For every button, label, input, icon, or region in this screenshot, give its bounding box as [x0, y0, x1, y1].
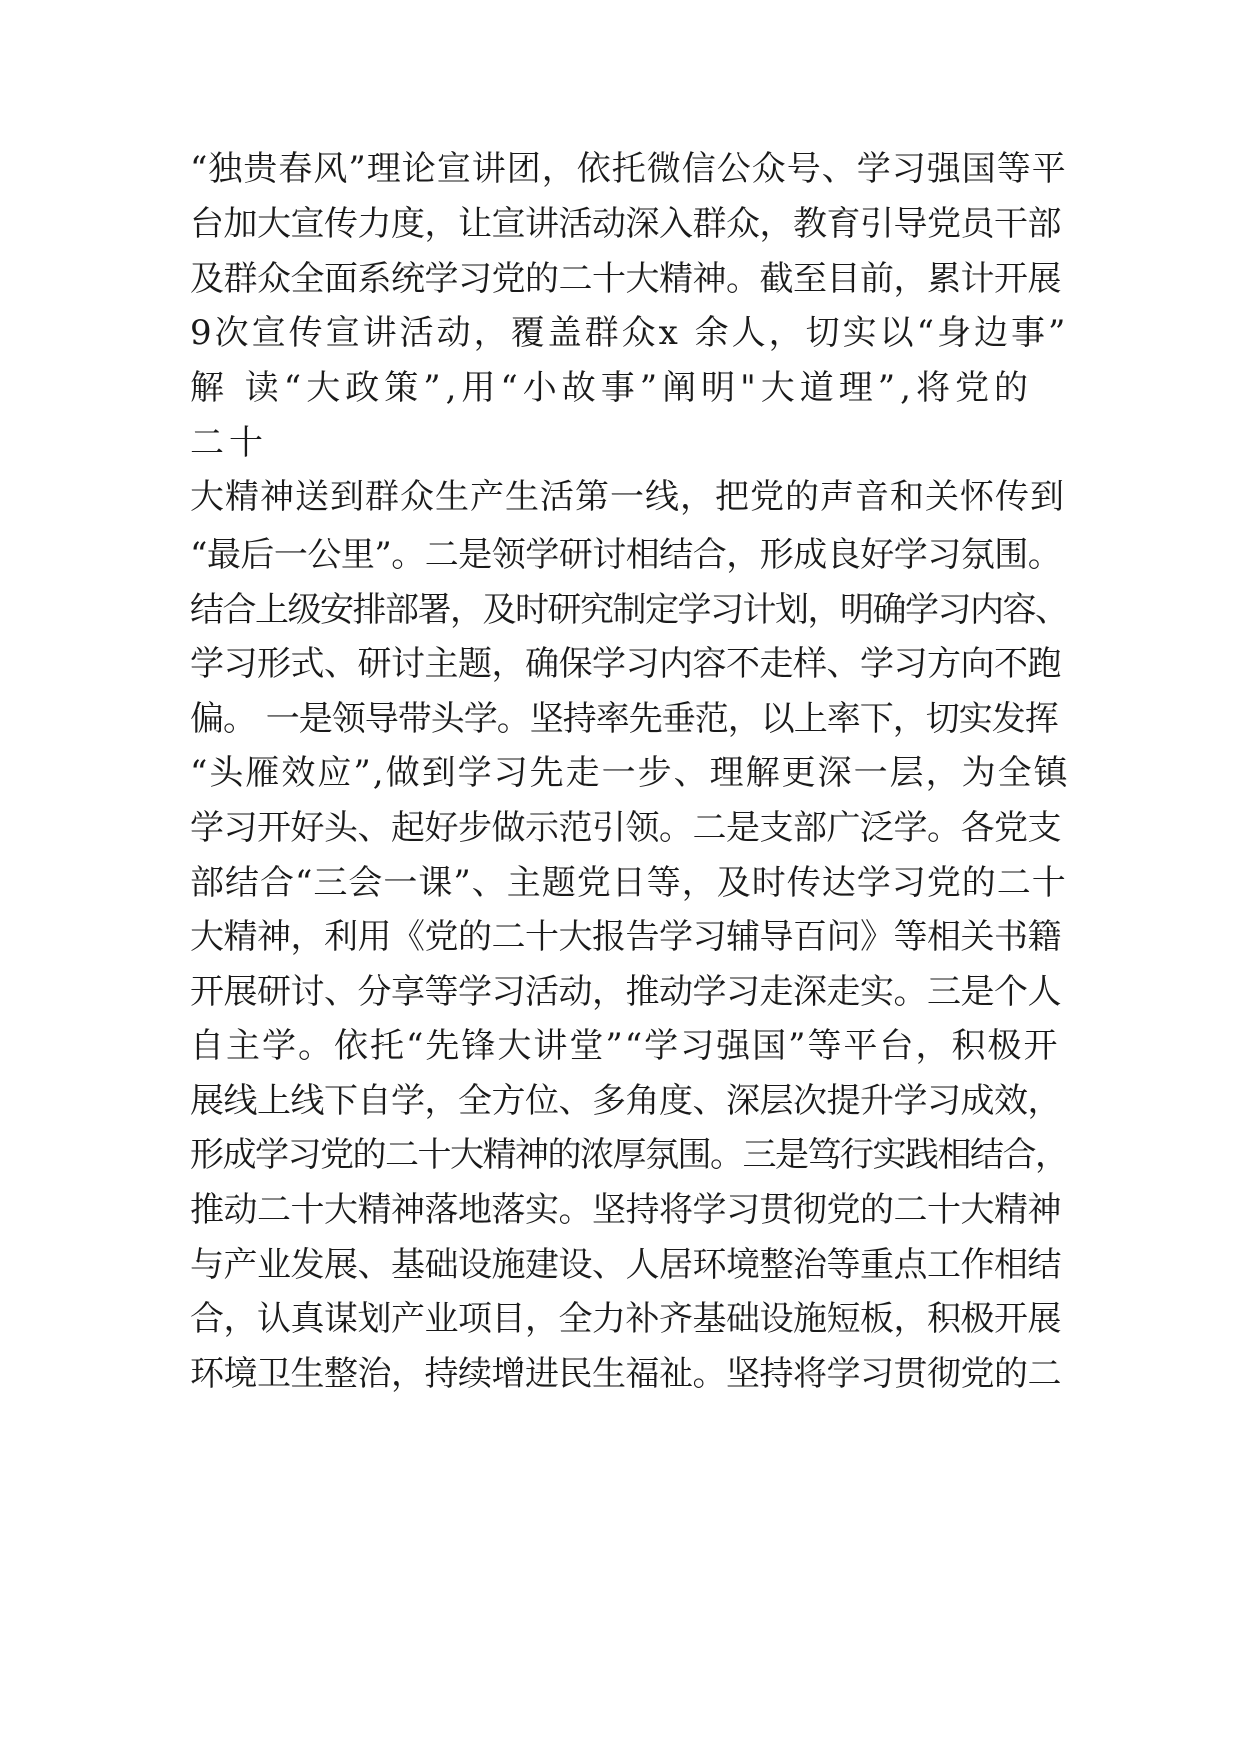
text-line: 大精神送到群众生产生活第一线，把党的声音和关怀传到: [190, 477, 1065, 517]
text-line: 环境卫生整治，持续增进民生福祉。坚持将学习贯彻党的二: [190, 1354, 1061, 1394]
text-line: 结合上级安排部署，及时研究制定学习计划，明确学习内容、: [190, 590, 1068, 630]
text-line: 自主学。依托“先锋大讲堂”“学习强国”等平台，积极开: [190, 1026, 1060, 1066]
text-line: 9次宣传宣讲活动，覆盖群众x 余人，切实以“身边事”: [190, 313, 1069, 353]
text-line: 学习形式、研讨主题，确保学习内容不走样、学习方向不跑: [190, 644, 1061, 684]
text-line: 形成学习党的二十大精神的浓厚氛围。三是笃行实践相结合，: [190, 1135, 1068, 1175]
text-line: 合，认真谋划产业项目，全力补齐基础设施短板，积极开展: [190, 1299, 1061, 1339]
text-line: 推动二十大精神落地落实。坚持将学习贯彻党的二十大精神: [190, 1190, 1061, 1230]
text-line: “头雁效应”,做到学习先走一步、理解更深一层，为全镇: [190, 753, 1070, 793]
text-line: 二十: [190, 423, 268, 463]
text-line: “独贵春风”理论宣讲团，依托微信公众号、学习强国等平: [190, 149, 1067, 189]
text-line: 解 读“大政策”,用“小故事”阐明"大道理”,将党的: [190, 368, 1033, 408]
text-line: 大精神，利用《党的二十大报告学习辅导百问》等相关书籍: [190, 917, 1061, 957]
text-line: 台加大宣传力度，让宣讲活动深入群众，教育引导党员干部: [190, 204, 1061, 244]
text-line: 部结合“三会一课”、主题党日等，及时传达学习党的二十: [190, 863, 1067, 903]
text-line: “最后一公里”。二是领学研讨相结合，形成良好学习氛围。: [190, 535, 1062, 575]
text-line: 学习开好头、起好步做示范引领。二是支部广泛学。各党支: [190, 808, 1061, 848]
text-line: 及群众全面系统学习党的二十大精神。截至目前，累计开展: [190, 259, 1061, 299]
text-line: 展线上线下自学，全方位、多角度、深层次提升学习成效，: [190, 1081, 1061, 1121]
text-line: 偏。 一是领导带头学。坚持率先垂范，以上率下，切实发挥: [190, 699, 1058, 739]
text-line: 开展研讨、分享等学习活动，推动学习走深走实。三是个人: [190, 972, 1061, 1012]
text-line: 与产业发展、基础设施建设、人居环境整治等重点工作相结: [190, 1245, 1061, 1285]
